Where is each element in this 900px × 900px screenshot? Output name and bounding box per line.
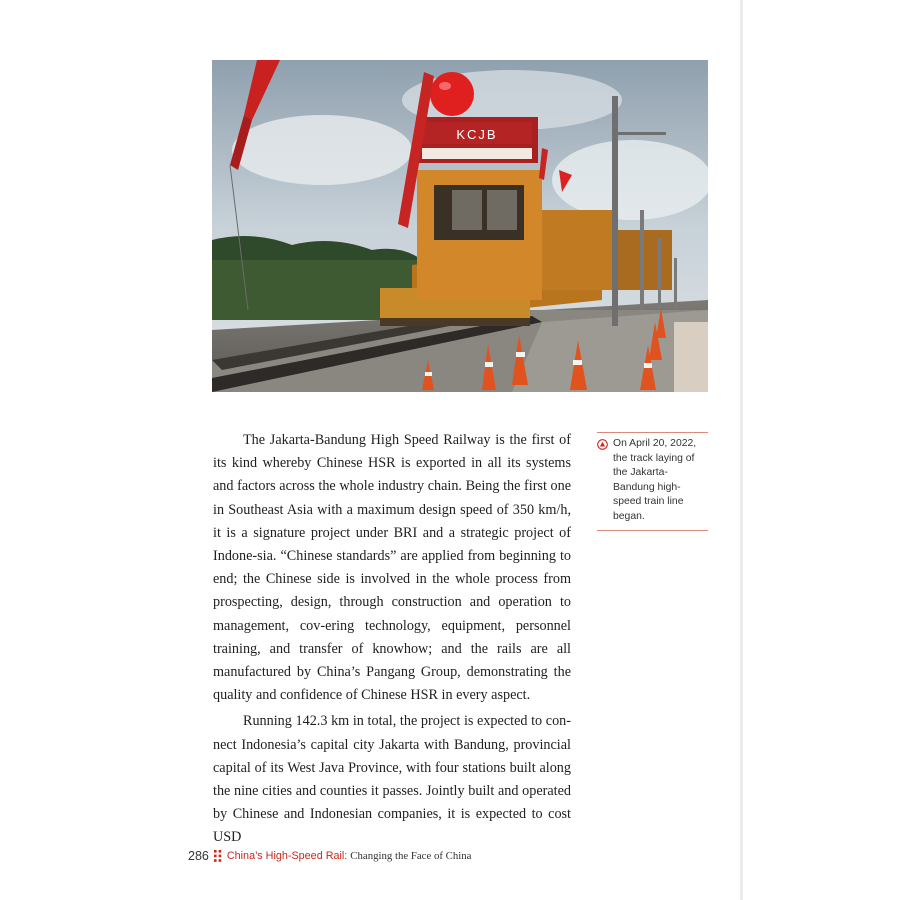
track-laying-photo: [212, 60, 708, 392]
photo-caption: [597, 432, 708, 531]
body-paragraph: Running 142.3 km in total, the project is expected to con-nect Indonesia’s capital city Jakarta with Bandung, provincial capital of its West Java Province, with four stations built along the nine cities and counties it passes. Jointly built and operated by Chinese and Indonesian companies, it is expected to cost USD: [213, 713, 571, 846]
body-text: [213, 429, 571, 853]
page-edge: [740, 0, 743, 900]
footer-book-subtitle: Changing the Face of China: [350, 850, 472, 862]
page-footer: [188, 848, 471, 864]
kcjb-sign-text: KCJB: [456, 127, 498, 142]
body-paragraph: The Jakarta-Bandung High Speed Railway is the first of its kind whereby Chinese HSR is exported in all its systems and factors across the whole industry chain. Being the first one in Southeast Asia with a maximum design speed of 350 km/h, it is a signature project under BRI and a strategic project of Indone-sia. “Chinese standards” are applied from beginning to end; the Chinese side is involved in the whole process from prospecting, design, through construction and operation to management, cov-ering technology, equipment, personnel training, and transfer of knowhow; and the rails are all manufactured by China’s Pangang Group, demonstrating the quality and confidence of Chinese HSR in every aspect.: [213, 432, 571, 704]
footer-book-title: China’s High-Speed Rail:: [226, 850, 348, 862]
caption-pointer-icon: [597, 439, 608, 450]
footer-dots-icon: [214, 850, 222, 862]
page-number: 286: [188, 849, 209, 863]
caption-text: On April 20, 2022, the track laying of the Jakarta-Bandung high-speed train line began.: [613, 438, 697, 522]
